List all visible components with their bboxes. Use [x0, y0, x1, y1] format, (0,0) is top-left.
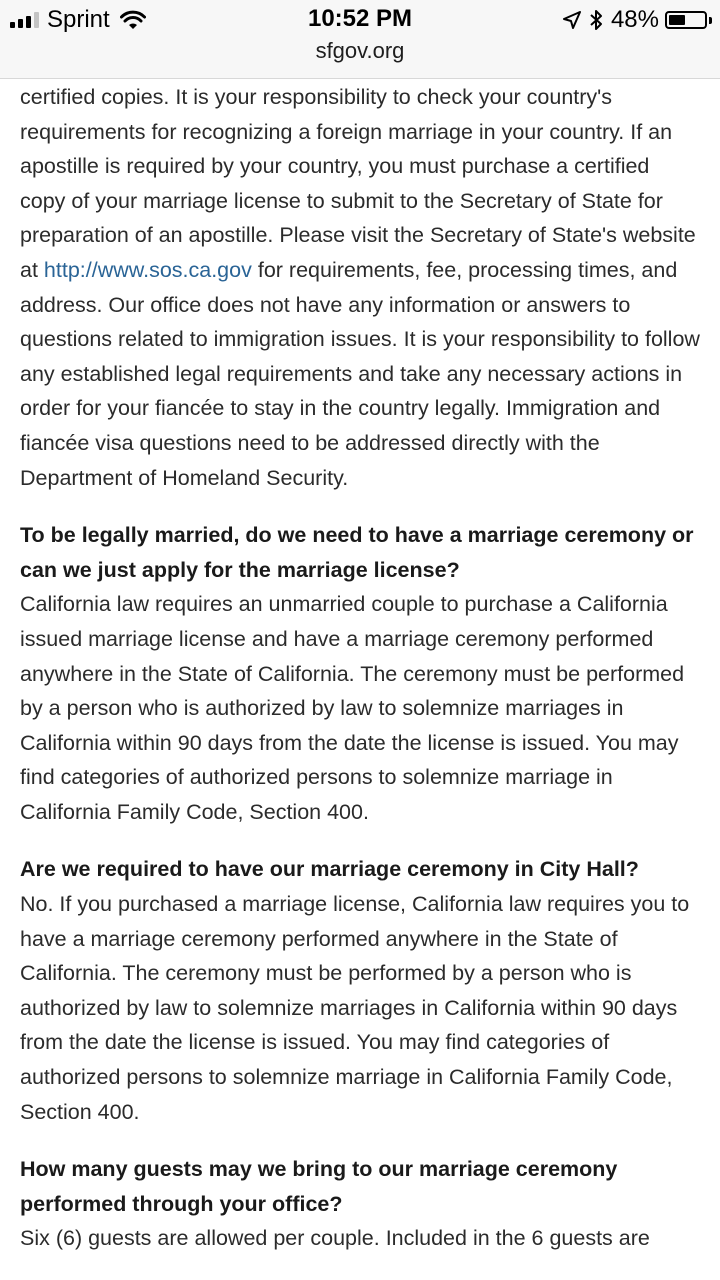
clock: 10:52 PM — [307, 5, 413, 32]
system-status — [563, 5, 712, 35]
sos-website-link[interactable]: http://www.sos.ca.gov — [43, 257, 252, 282]
location-arrow-icon — [563, 11, 581, 29]
faq-answer: California law requires an unmarried couple to purchase a California issued marriage license and have a marriage ceremony performed anywhere in the State of California. The ceremony must be performed by a person who is authorized by law to solemnize marriages in California within 90 days from the date the license is issued. You may find categories of authorized persons to solemnize marriage in California Family Code, Section 400. — [20, 592, 685, 824]
faq-question: To be legally married, do we need to have a marriage ceremony or can we just apply for the marriage license? — [20, 523, 694, 582]
bluetooth-icon — [589, 9, 603, 31]
faq-item — [20, 1152, 700, 1256]
battery-icon — [665, 11, 712, 29]
faq-item — [20, 852, 700, 1129]
article-content — [20, 80, 700, 1256]
faq-question: Are we required to have our marriage ceremony in City Hall? — [20, 857, 639, 882]
faq-question: How many guests may we bring to our marriage ceremony performed through your office? — [20, 1157, 618, 1216]
battery-level-fill — [669, 15, 685, 25]
faq-answer: No. If you purchased a marriage license, California law requires you to have a marriage ceremony performed anywhere in the State of California. The ceremony must be performed by a person who is authorized by law to solemnize marriages in California within 90 days from the date the license is issued. You may find categories of authorized persons to solemnize marriage in California Family Code, Section 400. — [20, 892, 690, 1124]
status-bar — [0, 0, 720, 79]
intro-paragraph — [20, 80, 700, 495]
faq-answer: Six (6) guests are allowed per couple. Included in the 6 guests are — [20, 1226, 650, 1251]
intro-text-after-link: for requirements, fee, processing times, and address. Our office does not have any information or answers to questions related to immigration issues. It is your responsibility to follow any established legal requirements and take any necessary actions in order for your fiancée to stay in the country legally. Immigration and fiancée visa questions need to be addressed directly with the Department of Homeland Security. — [20, 257, 700, 490]
faq-item — [20, 518, 700, 829]
battery-percent: 48% — [610, 6, 659, 33]
carrier-name: Sprint — [47, 6, 110, 33]
address-bar-url[interactable]: sfgov.org — [315, 38, 405, 63]
intro-text-before-link: certified copies. It is your responsibility to check your country's requirements for recognizing a foreign marriage in your country. If an apostille is required by your country, you must purchase a certified copy of your marriage license to submit to the Secretary of State for preparation of an apostille. Please visit the Secretary of State's website at — [20, 85, 696, 282]
